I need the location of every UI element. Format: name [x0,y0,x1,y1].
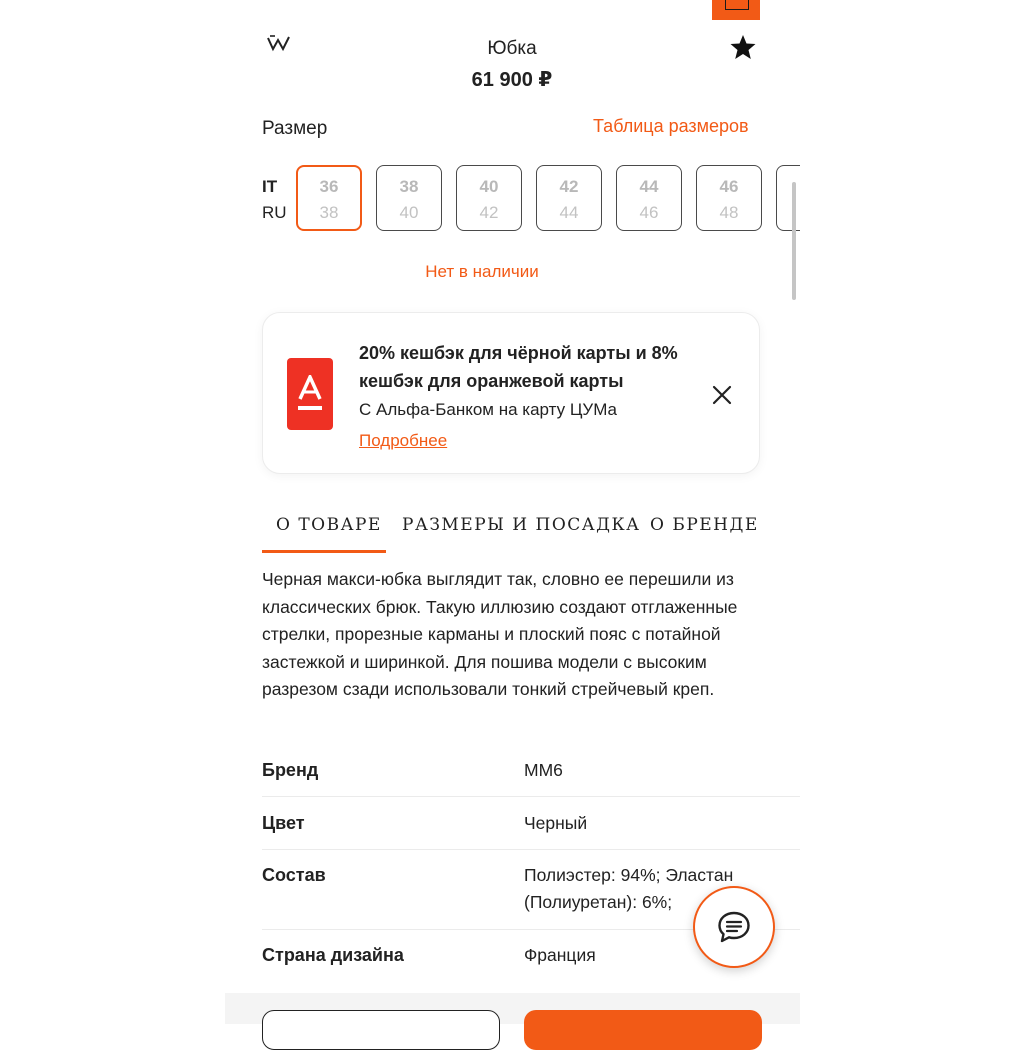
size-option-44[interactable] [616,165,682,231]
secondary-action-button[interactable] [262,1010,500,1050]
active-tab-indicator [262,550,386,553]
tab-about-brand[interactable]: О БРЕНДЕ [650,515,759,535]
attribute-value: MM6 [524,760,563,780]
promo-subtitle: С Альфа-Банком на карту ЦУМа [359,400,618,419]
divider [262,796,800,797]
back-arrow-icon[interactable] [252,0,272,8]
size-ru-value: 44 [559,203,579,222]
size-option-next[interactable] [776,165,800,231]
attribute-name: Страна дизайна [262,945,404,965]
size-ru-value: 40 [399,203,419,222]
promo-more-link[interactable]: Подробнее [359,431,448,450]
attribute-name: Цвет [262,813,305,833]
attribute-value: Франция [524,945,596,965]
size-it-value: 42 [559,177,579,196]
promo-title: 20% кешбэк для чёрной карты и 8% кешбэк для оранжевой карты [359,343,678,391]
size-system-ru: RU [262,203,287,222]
size-it-value: 36 [319,177,339,196]
size-it-value: 40 [479,177,499,196]
size-it-value: 46 [719,177,739,196]
product-description: Черная макси-юбка выглядит так, словно ее перешили из классических брюк. Такую иллюзию создают отглаженные стрелки, прорезные карманы и плоский пояс с потайной застежкой и ширинкой. Для пошива модели с высоким разрезом сзади использовали тонкий стрейчевый креп. [262,569,738,699]
size-option-38[interactable] [376,165,442,231]
tab-sizes-fit[interactable]: РАЗМЕРЫ И ПОСАДКА [402,515,641,535]
size-option-40[interactable] [456,165,522,231]
size-it-value: 44 [639,177,659,196]
size-option-42[interactable] [536,165,602,231]
size-label: Размер [262,118,328,139]
attribute-value: Черный [524,813,588,833]
size-option-36[interactable] [296,165,362,231]
attribute-value: Полиэстер: 94%; Эластан (Полиуретан): 6%; [524,865,734,912]
scrollbar[interactable] [792,182,796,300]
size-option-46[interactable] [696,165,762,231]
tab-about-product[interactable]: О ТОВАРЕ [276,515,382,535]
product-title: Юбка [487,38,537,59]
size-ru-value: 46 [639,203,659,222]
close-icon[interactable] [711,384,733,406]
attribute-name: Бренд [262,760,319,780]
size-option-partial[interactable] [776,165,800,231]
product-price: 61 900 ₽ [471,69,553,91]
chat-icon [716,909,752,945]
attribute-name: Состав [262,865,326,885]
primary-action-button[interactable] [524,1010,762,1050]
size-it-value: 38 [399,177,419,196]
divider [262,849,800,850]
size-ru-value: 42 [479,203,499,222]
store-logo-icon[interactable] [712,0,760,20]
size-ru-value: 38 [319,203,339,222]
size-ru-value: 48 [719,203,739,222]
stock-status: Нет в наличии [425,262,539,281]
chat-button[interactable] [693,886,775,968]
size-system-it: IT [262,177,278,196]
size-table-link[interactable]: Таблица размеров [593,116,749,136]
cashback-promo-card [262,312,760,474]
alfa-bank-logo-icon [287,358,333,430]
